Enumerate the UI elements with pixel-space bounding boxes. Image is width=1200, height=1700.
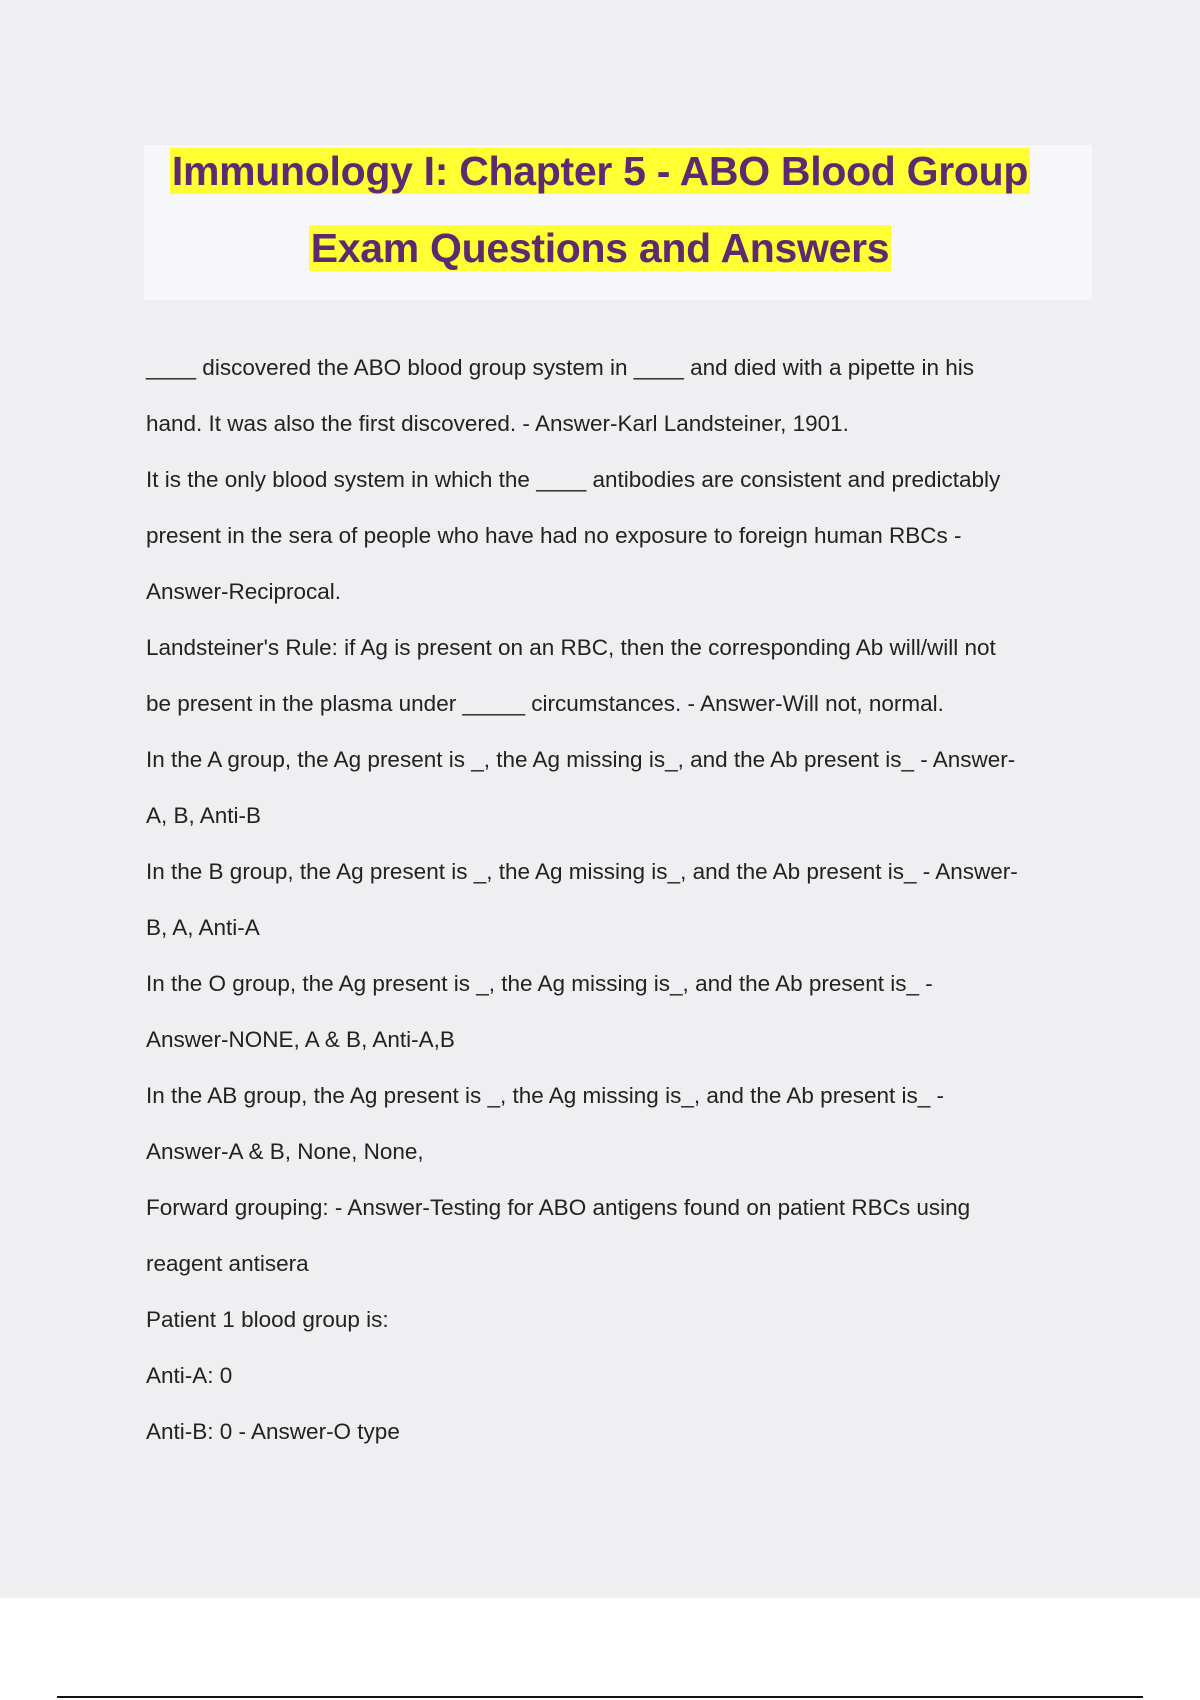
text-line: reagent antisera: [146, 1251, 309, 1276]
text-line: In the A group, the Ag present is _, the Ag missing is_, and the Ab present is_ - Answer-: [146, 747, 1016, 772]
text-line: Landsteiner's Rule: if Ag is present on an RBC, then the corresponding Ab will/will not: [146, 635, 996, 660]
text-line: Patient 1 blood group is:: [146, 1307, 389, 1332]
text-line: B, A, Anti-A: [146, 915, 260, 940]
text-line: In the O group, the Ag present is _, the Ag missing is_, and the Ab present is_ -: [146, 971, 933, 996]
page-title-line-1: [0, 147, 1200, 195]
text-line: Answer-A & B, None, None,: [146, 1139, 424, 1164]
text-line: present in the sera of people who have had no exposure to foreign human RBCs -: [146, 523, 962, 548]
text-line: It is the only blood system in which the ____ antibodies are consistent and predictably: [146, 467, 1001, 492]
title-highlight-2: Exam Questions and Answers: [310, 225, 890, 271]
text-line: Anti-B: 0 - Answer-O type: [146, 1419, 400, 1444]
text-line: ____ discovered the ABO blood group system in ____ and died with a pipette in his: [146, 355, 975, 380]
text-line: A, B, Anti-B: [146, 803, 262, 828]
text-line: In the AB group, the Ag present is _, the Ag missing is_, and the Ab present is_ -: [146, 1083, 944, 1108]
text-line: hand. It was also the first discovered. - Answer-Karl Landsteiner, 1901.: [146, 411, 849, 436]
text-line: Anti-A: 0: [146, 1363, 233, 1388]
document-body: [146, 340, 1106, 1460]
title-highlight-1: Immunology I: Chapter 5 - ABO Blood Group: [171, 148, 1029, 194]
text-line: Forward grouping: - Answer-Testing for ABO antigens found on patient RBCs using: [146, 1195, 971, 1220]
text-line: Answer-NONE, A & B, Anti-A,B: [146, 1027, 455, 1052]
text-line: Answer-Reciprocal.: [146, 579, 342, 604]
text-line: be present in the plasma under _____ circumstances. - Answer-Will not, normal.: [146, 691, 944, 716]
page-title-line-2: [0, 224, 1200, 272]
footer-divider: [57, 1696, 1143, 1698]
text-line: In the B group, the Ag present is _, the Ag missing is_, and the Ab present is_ - Answer-: [146, 859, 1018, 884]
